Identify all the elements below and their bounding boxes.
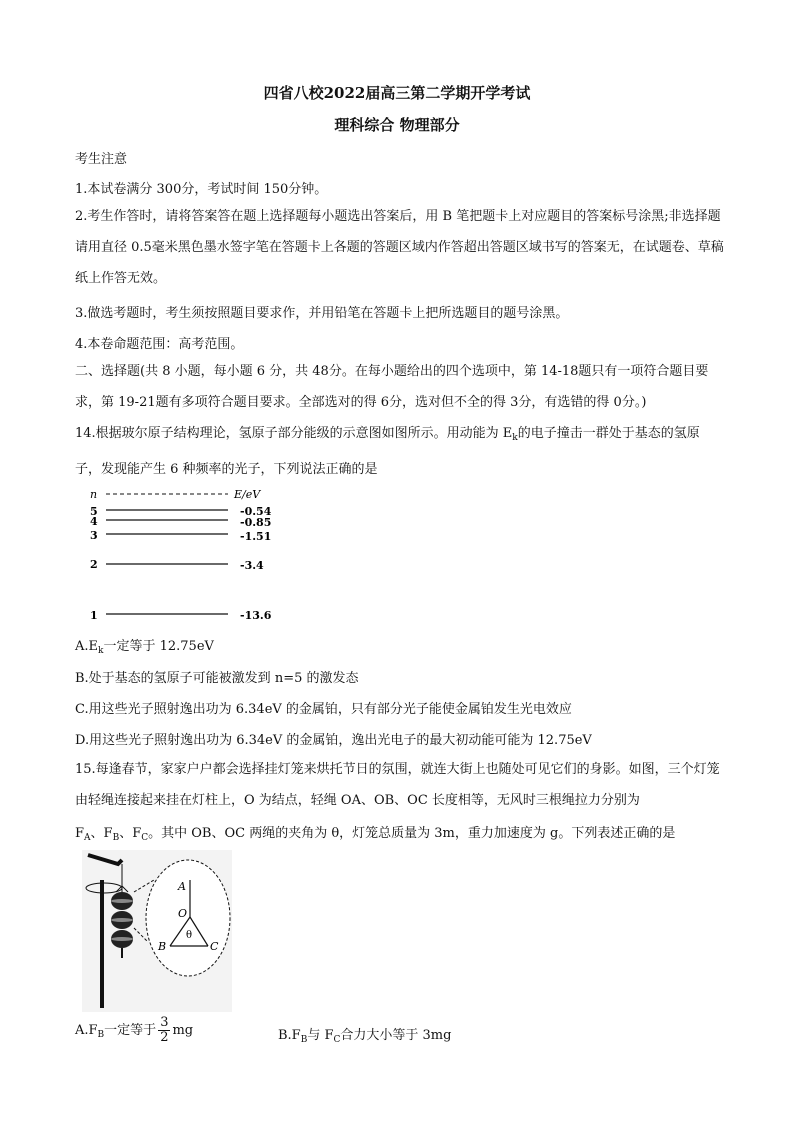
q15-option-b-tail: 合力大小等于 3mg xyxy=(340,1028,452,1043)
diagram-n-label: n xyxy=(90,488,98,501)
q15-option-a-unit: mg xyxy=(172,1023,194,1038)
q15-stem2-sub-c: C xyxy=(141,833,149,843)
level-4-e: -0.85 xyxy=(240,516,272,529)
q14-option-b[interactable]: B.处于基态的氢原子可能被激发到 n=5 的激发态 xyxy=(75,671,359,686)
level-5-e: -0.54 xyxy=(240,505,272,518)
label-a: A xyxy=(178,880,186,893)
q15-option-b-mid: 与 F xyxy=(307,1028,334,1043)
level-1-e: -13.6 xyxy=(240,609,272,622)
q15-stem2-tail: 。其中 OB、OC 两绳的夹角为 θ，灯笼总质量为 3m，重力加速度为 g。下列表述正确的是 xyxy=(148,826,676,841)
notice-item-1: 1.本试卷满分 300分，考试时间 150分钟。 xyxy=(75,182,328,197)
notice-item-2: 2.考生作答时，请将答案答在题上选择题每小题选出答案后，用 B 笔把题卡上对应题目的答案标号涂黑;非选择题请用直径 0.5毫米黑色墨水签字笔在答题卡上各题的答题区域内作答超出答题区域书写的答案无，在试题卷、草稿纸上作答无效。 xyxy=(75,209,724,286)
energy-level-diagram xyxy=(80,484,300,624)
lantern-top-band xyxy=(111,899,133,903)
level-2-e: -3.4 xyxy=(240,559,264,572)
q15-stem-2 xyxy=(75,822,675,843)
fraction-three-halves xyxy=(158,1016,170,1045)
level-1-n: 1 xyxy=(90,609,98,622)
zoom-circle xyxy=(146,860,230,976)
q14-option-a-sub: k xyxy=(98,646,104,656)
q15-stem2-sub-a: A xyxy=(84,833,91,843)
section-heading: 二、选择题(共 8 小题，每小题 6 分，共 48分。在每小题给出的四个选项中，第 14-18题只有一项符合题目要求，第 19-21题有多项符合题目要求。全部选对的得 6分，选对但不全的得 3分，有选错的得 0分。) xyxy=(75,364,709,410)
q14-option-a-text: A.E xyxy=(75,639,99,654)
q15-stem-1: 15.每逢春节，家家户户都会选择挂灯笼来烘托节日的氛围，就连大街上也随处可见它们的身影。如图，三个灯笼由轻绳连接起来挂在灯柱上，O 为结点，轻绳 OA、OB、OC 长度相等，无风时三根绳拉力分别为 xyxy=(75,762,720,808)
exam-title: 四省八校2022届高三第二学期开学考试 xyxy=(263,84,531,102)
level-3-e: -1.51 xyxy=(240,530,272,543)
q14-option-c[interactable]: C.用这些光子照射逸出功为 6.34eV 的金属铂，只有部分光子能使金属铂发生光电效应 xyxy=(75,702,572,717)
q15-option-b-sub1: B xyxy=(300,1035,308,1045)
q15-stem2-fb: 、F xyxy=(90,826,113,841)
level-4-n: 4 xyxy=(90,515,98,528)
q14-option-a[interactable] xyxy=(75,635,214,656)
label-o: O xyxy=(178,907,188,920)
lantern-figure xyxy=(82,850,232,1012)
q15-stem2-fa: F xyxy=(75,826,85,841)
exam-subtitle: 理科综合 物理部分 xyxy=(334,116,460,134)
notice-item-3: 3.做选考题时，考生须按照题目要求作，并用铅笔在答题卡上把所选题目的题号涂黑。 xyxy=(75,306,569,321)
label-b: B xyxy=(158,940,167,953)
label-theta: θ xyxy=(186,930,193,941)
q15-option-b-text: B.F xyxy=(278,1028,301,1043)
q15-option-a-text: A.F xyxy=(75,1023,98,1038)
q14-stem-sub: k xyxy=(512,433,518,443)
q14-option-a-tail: 一定等于 12.75eV xyxy=(103,639,214,654)
q14-stem-text-a: 14.根据玻尔原子结构理论，氢原子部分能级的示意图如图所示。用动能为 E xyxy=(75,426,513,441)
q14-option-d[interactable]: D.用这些光子照射逸出功为 6.34eV 的金属铂，逸出光电子的最大初动能可能为 12.75eV xyxy=(75,733,592,748)
level-3-n: 3 xyxy=(90,529,98,542)
q15-option-a[interactable] xyxy=(75,1016,193,1045)
q15-option-a-mid: 一定等于 xyxy=(104,1023,157,1038)
q15-option-b[interactable] xyxy=(278,1024,451,1045)
lantern-bottom-band xyxy=(111,937,133,941)
notice-item-4: 4.本卷命题范围：高考范围。 xyxy=(75,337,244,352)
notice-heading: 考生注意 xyxy=(75,152,128,167)
fraction-numerator: 3 xyxy=(160,1015,169,1030)
q15-stem2-sub-b: B xyxy=(112,833,120,843)
q15-option-a-sub: B xyxy=(97,1030,105,1040)
lantern-middle-band xyxy=(111,918,133,922)
diagram-e-label: E/eV xyxy=(234,488,261,501)
q15-option-b-sub2: C xyxy=(333,1035,341,1045)
q15-stem2-fc: 、F xyxy=(119,826,142,841)
level-2-n: 2 xyxy=(90,558,98,571)
label-c: C xyxy=(210,940,219,953)
q14-stem xyxy=(75,418,725,485)
fraction-denominator: 2 xyxy=(160,1030,169,1045)
level-5-n: 5 xyxy=(90,505,98,518)
q14-stem-text-b: 的电子撞击一群处于基态的氢原子，发现能产生 6 种频率的光子，下列说法正确的是 xyxy=(75,426,700,477)
